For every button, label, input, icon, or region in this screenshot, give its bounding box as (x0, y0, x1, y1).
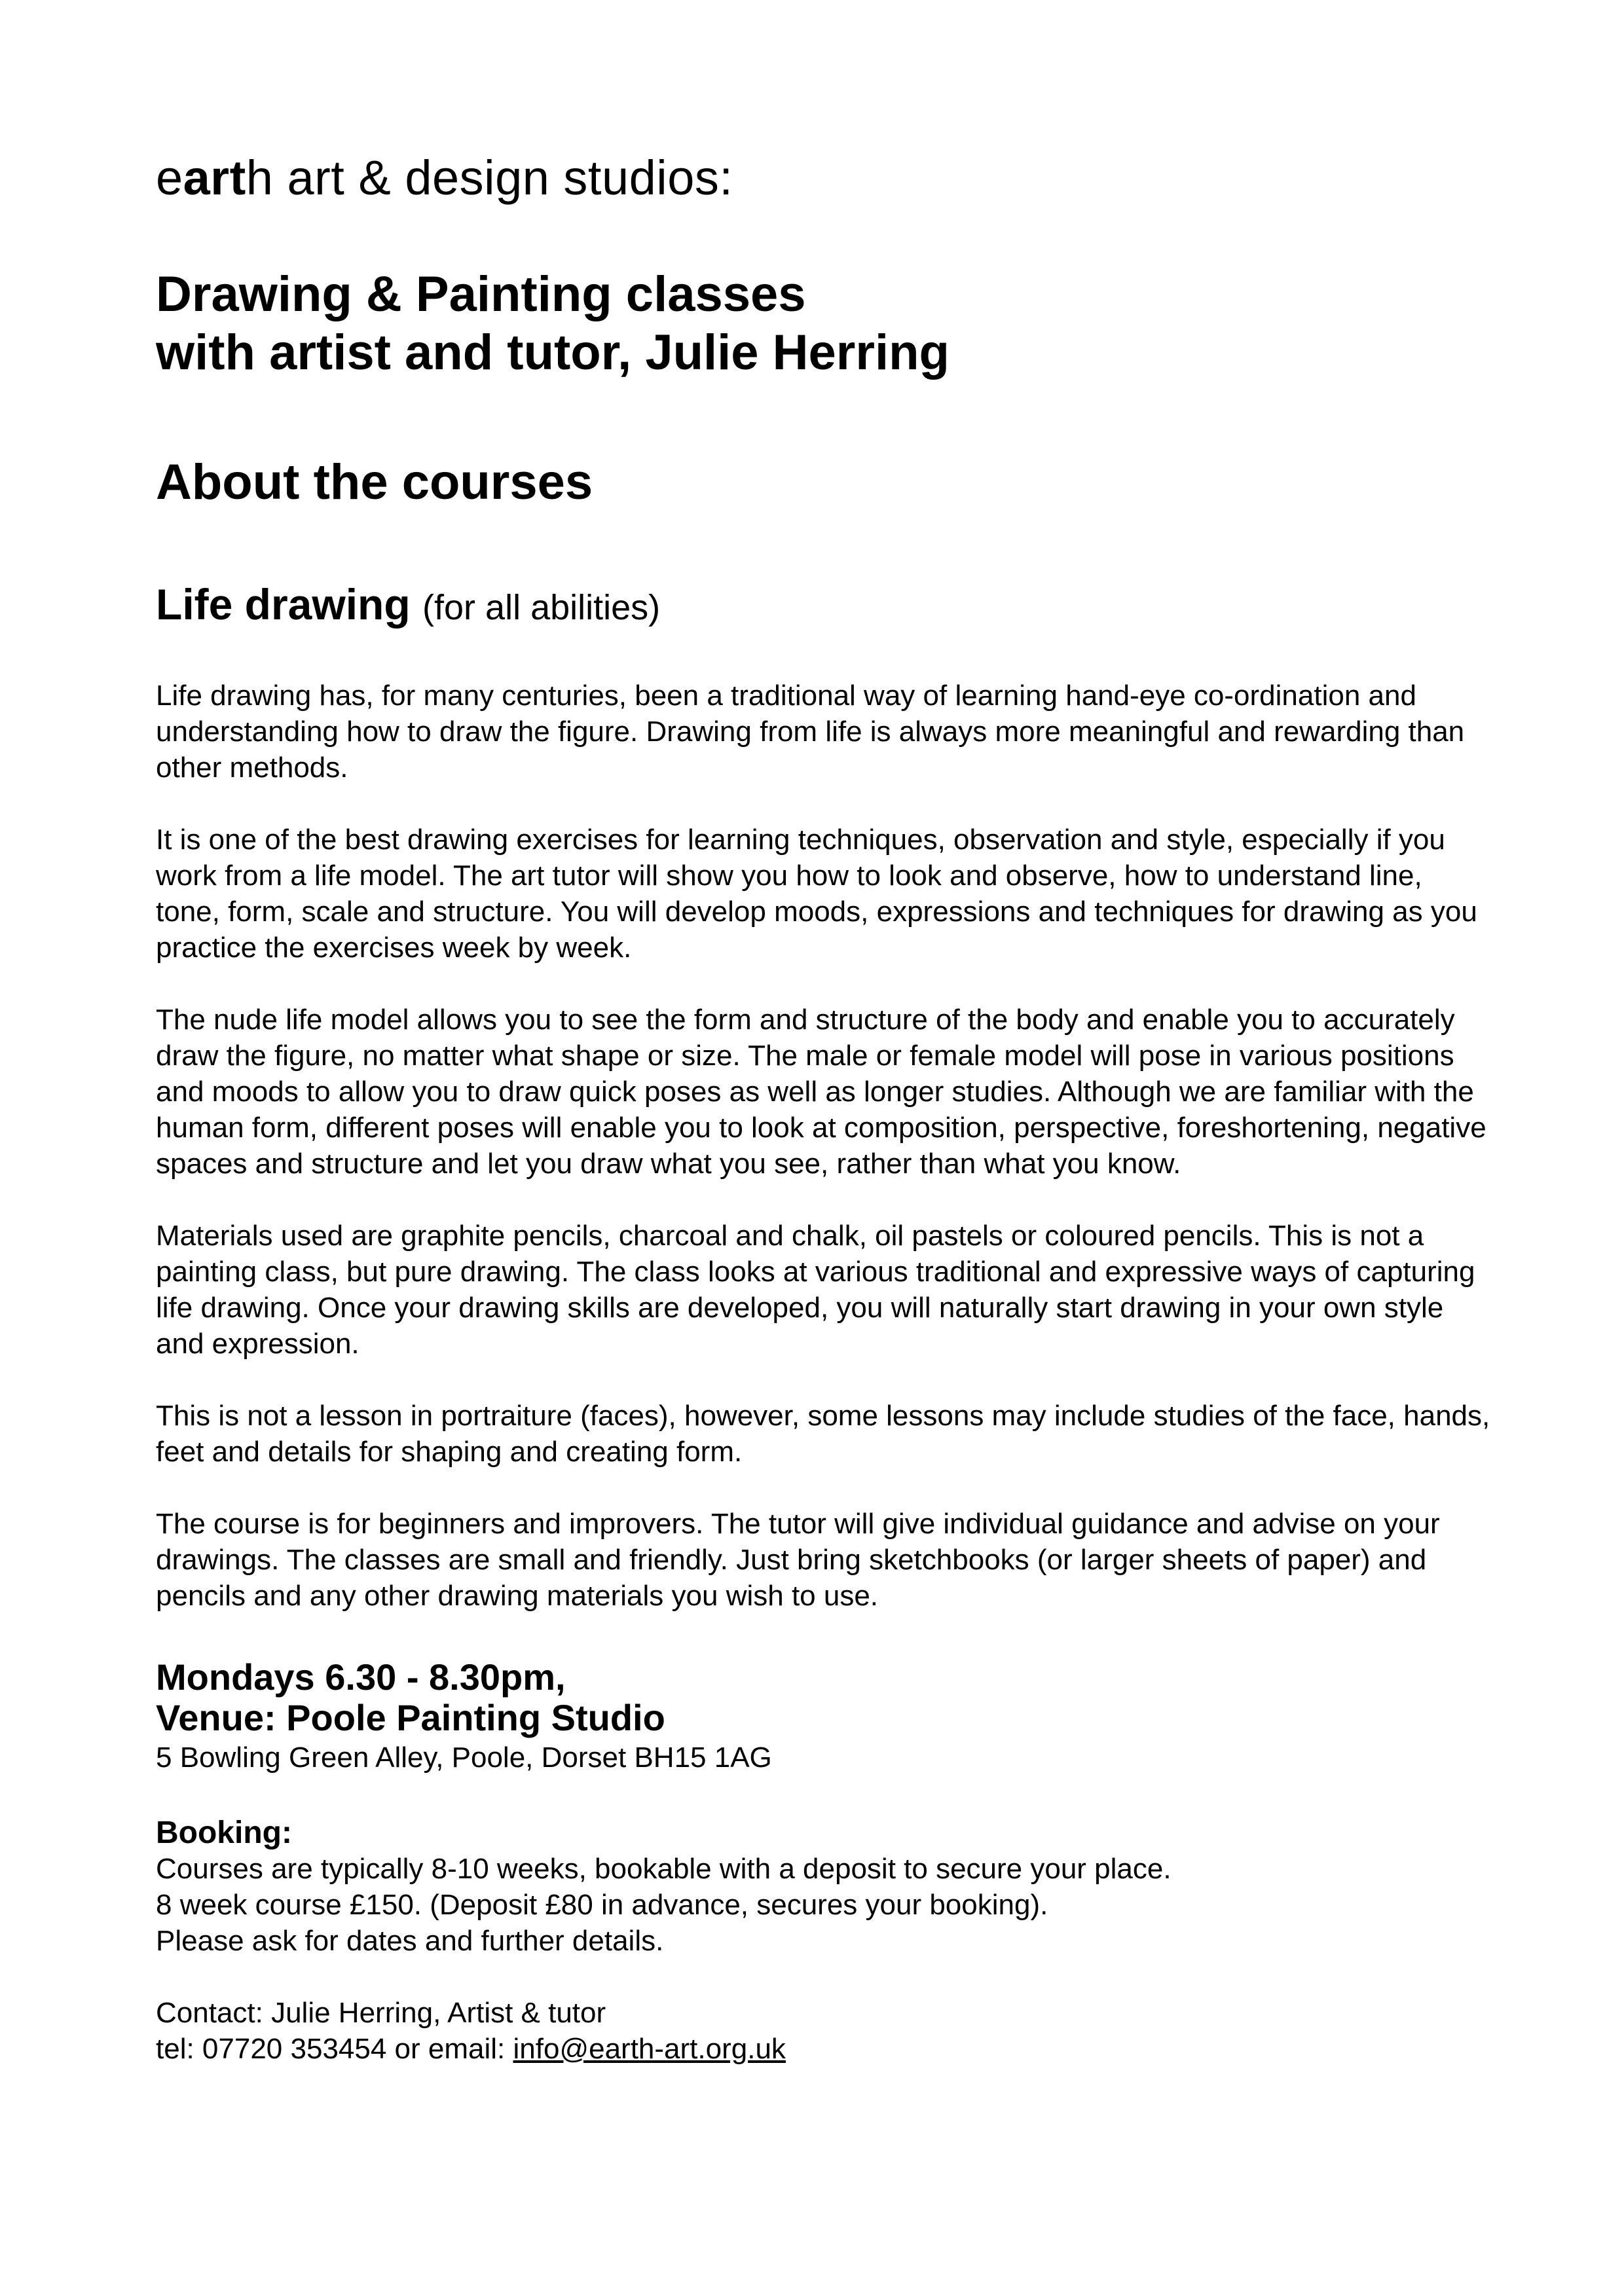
studio-name (156, 149, 1492, 208)
document-page (156, 149, 1492, 2067)
paragraph-life-model: The nude life model allows you to see the form and structure of the body and enable you to accurately draw the figure, no matter what shape or size. The male or female model will pose in various positions and moods to allow you to draw quick poses as well as longer studies. Although we are familiar with the human form, different poses will enable you to look at composition, perspective, foreshortening, negative spaces and structure and let you draw what you see, rather than what you know. (156, 1004, 1486, 1180)
schedule-time (156, 1657, 1492, 1738)
paragraph-portraiture: This is not a lesson in portraiture (faces), however, some lessons may include studies of the face, hands, feet and details for shaping and creating form. (156, 1400, 1490, 1468)
paragraph-audience: The course is for beginners and improvers. The tutor will give individual guidance and advise on your drawings. The classes are small and friendly. Just bring sketchbooks (or larger sheets of paper) and pencils and any other drawing materials you wish to use. (156, 1508, 1440, 1612)
studio-name-suffix: h art & design studios: (246, 151, 733, 205)
contact-tel: tel: 07720 353454 or email: (156, 2033, 513, 2065)
booking-line-enquiry: Please ask for dates and further details. (156, 1925, 664, 1957)
venue-address: 5 Bowling Green Alley, Poole, Dorset BH15 1AG (156, 1741, 772, 1774)
studio-name-prefix: e (156, 151, 183, 205)
course-title (156, 579, 1492, 630)
course-title-main: Life drawing (156, 579, 411, 629)
paragraph-history: Life drawing has, for many centuries, been a traditional way of learning hand-eye co-ordination and understanding how to draw the figure. Drawing from life is always more meaningful and rewarding than other methods. (156, 680, 1465, 784)
studio-name-emphasis: art (183, 151, 246, 205)
email-link[interactable]: info@earth-art.org.uk (513, 2033, 786, 2065)
headline-line-2: with artist and tutor, Julie Herring (156, 325, 950, 381)
schedule-time-text: Mondays 6.30 - 8.30pm, (156, 1656, 566, 1698)
booking-line-duration: Courses are typically 8-10 weeks, bookable with a deposit to secure your place. (156, 1853, 1172, 1885)
contact-tel-email (156, 2031, 1492, 2067)
booking-label: Booking: (156, 1815, 292, 1850)
paragraph-exercises: It is one of the best drawing exercises for learning techniques, observation and style, especially if you work from a life model. The art tutor will show you how to look and observe, how to understand line, tone, form, scale and structure. You will develop moods, expressions and techniques for drawing as you practice the exercises week by week. (156, 824, 1477, 964)
section-title: About the courses (156, 454, 593, 511)
headline (156, 265, 1492, 382)
schedule-venue: Venue: Poole Painting Studio (156, 1697, 665, 1738)
paragraph-materials: Materials used are graphite pencils, charcoal and chalk, oil pastels or coloured pencils. This is not a painting class, but pure drawing. The class looks at various traditional and expressive ways of capturing life drawing. Once your drawing skills are developed, you will naturally start drawing in your own style and expression. (156, 1220, 1475, 1360)
headline-line-1: Drawing & Painting classes (156, 266, 806, 322)
schedule-block (156, 1657, 1492, 1776)
course-title-subtitle: (for all abilities) (422, 587, 661, 627)
booking-line-price: 8 week course £150. (Deposit £80 in advance, secures your booking). (156, 1889, 1048, 1921)
contact-name: Contact: Julie Herring, Artist & tutor (156, 1997, 606, 2029)
booking-details (156, 1851, 1492, 1959)
contact-details (156, 1995, 1492, 2067)
